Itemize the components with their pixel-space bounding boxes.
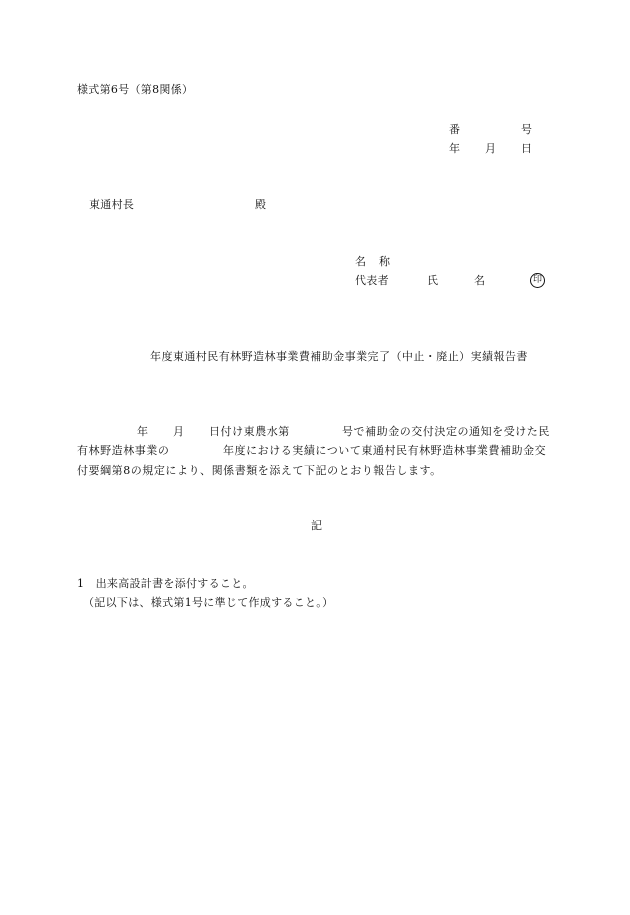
addressee-honorific: 殿 <box>255 198 267 211</box>
representative-mei: 名 <box>474 274 486 287</box>
doc-number-go: 号 <box>521 123 533 136</box>
date-month: 月 <box>485 142 497 155</box>
applicant-label-mei: 名 <box>355 255 367 268</box>
body-line1-part3: 日付け東農水第 <box>209 425 290 438</box>
body-line1-part2: 月 <box>173 425 185 438</box>
body-line2-part1: 有林野造林事業の <box>77 444 170 457</box>
body-line3: 付要綱第8の規定により、関係書類を添えて下記のとおり報告します。 <box>77 464 442 477</box>
body-line1-part1: 年 <box>137 425 149 438</box>
item-1: 1 出来高設計書を添付すること。 <box>77 577 254 590</box>
representative-shi: 氏 <box>427 274 439 287</box>
doc-number-ban: 番 <box>449 123 461 136</box>
body-line2-part2: 年度における実績について東通村民有林野造林事業費補助金交 <box>223 444 547 457</box>
applicant-label-sho: 称 <box>379 255 391 268</box>
item-note: （記以下は、様式第1号に準じて作成すること。） <box>83 596 334 609</box>
date-day: 日 <box>521 142 533 155</box>
seal-mark: 印 <box>530 273 545 288</box>
representative-label: 代表者 <box>355 274 389 287</box>
addressee-name: 東通村長 <box>89 198 135 211</box>
ki-heading: 記 <box>311 519 323 532</box>
body-line1-part4: 号で補助金の交付決定の通知を受けた民 <box>342 425 550 438</box>
document-title: 年度東通村民有林野造林事業費補助金事業完了（中止・廃止）実績報告書 <box>150 350 528 363</box>
date-year: 年 <box>449 142 461 155</box>
form-number: 様式第6号（第8関係） <box>77 83 194 96</box>
